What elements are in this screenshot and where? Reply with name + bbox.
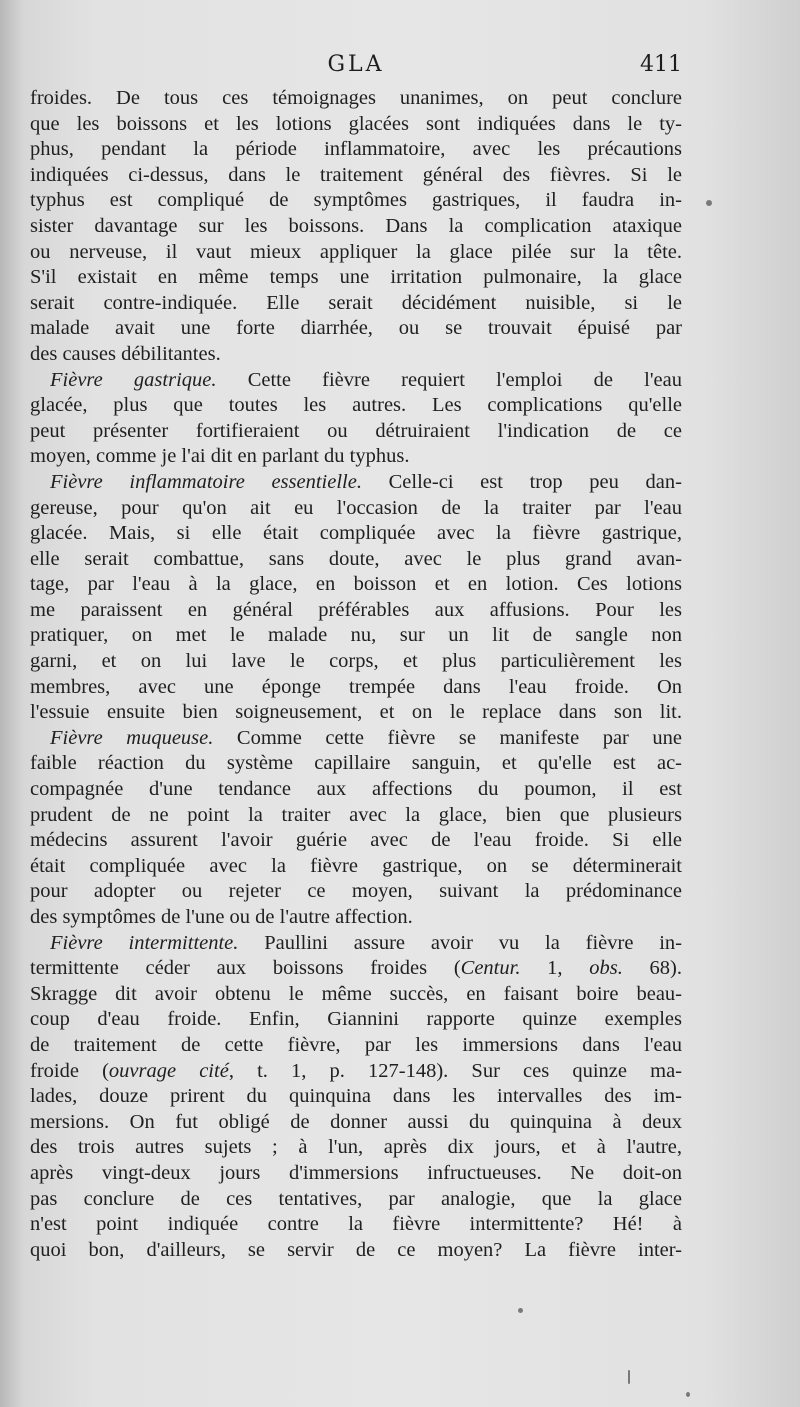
line-text: froides. De tous ces témoignages unanimes, on peut conclure — [30, 87, 682, 109]
ink-speck — [706, 200, 712, 206]
text-line — [30, 316, 682, 342]
text-line — [30, 1187, 682, 1213]
line-text: que les boissons et les lotions glacées sont indiquées dans le ty- — [30, 112, 682, 135]
ink-speck — [628, 1370, 630, 1384]
line-text: pratiquer, on met le malade nu, sur un lit de sangle non — [30, 624, 682, 647]
line-text: après vingt-deux jours d'immersions infructueuses. Ne doit-on — [30, 1161, 682, 1184]
line-text: froide ( — [30, 1059, 109, 1082]
text-line — [30, 777, 682, 803]
italic-text: Fièvre gastrique. — [50, 368, 217, 391]
body-text — [30, 86, 682, 1263]
line-text: des symptômes de l'une ou de l'autre affection. — [30, 906, 413, 928]
line-text: sister davantage sur les boissons. Dans la complication ataxique — [30, 214, 682, 237]
text-line — [30, 649, 682, 675]
line-text: typhus est compliqué de symptômes gastriques, il faudra in- — [30, 189, 682, 212]
text-line — [30, 905, 682, 931]
text-line — [30, 700, 682, 726]
text-line — [30, 470, 682, 496]
text-line — [30, 1033, 682, 1059]
text-line — [30, 828, 682, 854]
line-text: ou nerveuse, il vaut mieux appliquer la glace pilée sur la tête. — [30, 240, 682, 263]
text-line — [30, 982, 682, 1008]
page-header — [30, 52, 682, 82]
text-line — [30, 675, 682, 701]
line-text: l'essuie ensuite bien soigneusement, et on le replace dans son lit. — [30, 701, 682, 724]
text-line — [30, 1212, 682, 1238]
line-text: me paraissent en général préférables aux affusions. Pour les — [30, 598, 682, 621]
text-line — [30, 444, 682, 470]
ink-speck — [518, 1308, 523, 1313]
text-line — [30, 572, 682, 598]
line-text: membres, avec une éponge trempée dans l'eau froide. On — [30, 675, 682, 698]
text-line — [30, 496, 682, 522]
text-line — [30, 188, 682, 214]
text-line — [30, 86, 682, 112]
line-text: glacée. Mais, si elle était compliquée avec la fièvre gastrique, — [30, 522, 682, 545]
line-text: phus, pendant la période inflammatoire, avec les précautions — [30, 138, 682, 161]
text-line — [30, 1110, 682, 1136]
line-text: médecins assurent l'avoir guérie avec de l'eau froide. Si elle — [30, 829, 682, 852]
line-text: garni, et on lui lave le corps, et plus particulièrement les — [30, 650, 682, 673]
line-text: S'il existait en même temps une irritation pulmonaire, la glace — [30, 266, 682, 289]
line-text: prudent de ne point la traiter avec la glace, bien que plusieurs — [30, 803, 682, 826]
line-text: indiquées ci-dessus, dans le traitement général des fièvres. Si le — [30, 163, 682, 186]
text-line — [30, 879, 682, 905]
running-head: GLA — [327, 52, 385, 77]
text-line — [30, 342, 682, 368]
line-text: coup d'eau froide. Enfin, Giannini rapporte quinze exemples — [30, 1008, 682, 1031]
line-text: glacée, plus que toutes les autres. Les complications qu'elle — [30, 394, 682, 417]
text-line — [30, 931, 682, 957]
line-text: Paullini assure avoir vu la fièvre in- — [238, 931, 682, 954]
line-text: des causes débilitantes. — [30, 342, 221, 365]
italic-text: Fièvre inflammatoire essentielle. — [50, 470, 362, 493]
line-text: serait contre-indiquée. Elle serait décidément nuisible, si le — [30, 291, 682, 314]
line-text: pas conclure de ces tentatives, par analogie, que la glace — [30, 1187, 682, 1210]
line-text: des trois autres sujets ; à l'un, après dix jours, et à l'autre, — [30, 1136, 682, 1159]
line-text: malade avait une forte diarrhée, ou se trouvait épuisé par — [30, 317, 682, 340]
text-line — [30, 854, 682, 880]
line-text: Comme cette fièvre se manifeste par une — [213, 726, 682, 749]
italic-text: Fièvre intermittente. — [50, 931, 239, 954]
line-text: était compliquée avec la fièvre gastrique, on se déterminerait — [30, 854, 682, 877]
text-line — [30, 547, 682, 573]
text-line — [30, 1238, 682, 1264]
line-text: n'est point indiquée contre la fièvre intermittente? Hé! à — [30, 1213, 682, 1236]
text-line — [30, 265, 682, 291]
text-line — [30, 521, 682, 547]
line-text: mersions. On fut obligé de donner aussi du quinquina à deux — [30, 1110, 682, 1133]
text-line — [30, 112, 682, 138]
page-number: 411 — [640, 52, 682, 77]
line-text: Skragge dit avoir obtenu le même succès, en faisant boire beau- — [30, 982, 682, 1005]
line-text: Celle-ci est trop peu dan- — [361, 470, 682, 493]
text-line — [30, 803, 682, 829]
line-text: moyen, comme je l'ai dit en parlant du typhus. — [30, 445, 410, 468]
line-text: de traitement de cette fièvre, par les immersions dans l'eau — [30, 1033, 682, 1056]
text-line — [30, 1135, 682, 1161]
ink-speck — [686, 1392, 690, 1397]
text-line — [30, 1007, 682, 1033]
text-line — [30, 368, 682, 394]
line-text: 68). — [622, 957, 682, 980]
text-line — [30, 291, 682, 317]
line-text: faible réaction du système capillaire sanguin, et qu'elle est ac- — [30, 752, 682, 775]
text-line — [30, 598, 682, 624]
text-line — [30, 1084, 682, 1110]
line-text: , t. 1, p. 127-148). Sur ces quinze ma- — [228, 1059, 682, 1082]
line-text: peut présenter fortifieraient ou détruiraient l'indication de ce — [30, 419, 682, 442]
line-text: lades, douze prirent du quinquina dans les intervalles des im- — [30, 1085, 682, 1108]
text-line — [30, 956, 682, 982]
line-text: quoi bon, d'ailleurs, se servir de ce moyen? La fièvre inter- — [30, 1238, 682, 1261]
text-line — [30, 163, 682, 189]
text-line — [30, 726, 682, 752]
line-text: termittente céder aux boissons froides ( — [30, 957, 461, 980]
text-line — [30, 623, 682, 649]
line-text: gereuse, pour qu'on ait eu l'occasion de la traiter par l'eau — [30, 496, 682, 519]
line-text: pour adopter ou rejeter ce moyen, suivant la prédominance — [30, 880, 682, 903]
text-line — [30, 214, 682, 240]
line-text: 1, — [520, 957, 590, 980]
italic-text: obs. — [589, 957, 623, 980]
text-line — [30, 419, 682, 445]
line-text: tage, par l'eau à la glace, en boisson et en lotion. Ces lotions — [30, 573, 682, 596]
text-line — [30, 137, 682, 163]
text-line — [30, 751, 682, 777]
italic-text: Fièvre muqueuse. — [50, 726, 214, 749]
text-line — [30, 240, 682, 266]
italic-text: ouvrage cité — [108, 1059, 229, 1082]
text-line — [30, 1059, 682, 1085]
line-text: Cette fièvre requiert l'emploi de l'eau — [216, 368, 682, 391]
italic-text: Centur. — [460, 957, 521, 980]
text-line — [30, 393, 682, 419]
line-text: elle serait combattue, sans doute, avec le plus grand avan- — [30, 547, 682, 570]
line-text: compagnée d'une tendance aux affections du poumon, il est — [30, 778, 682, 801]
text-line — [30, 1161, 682, 1187]
